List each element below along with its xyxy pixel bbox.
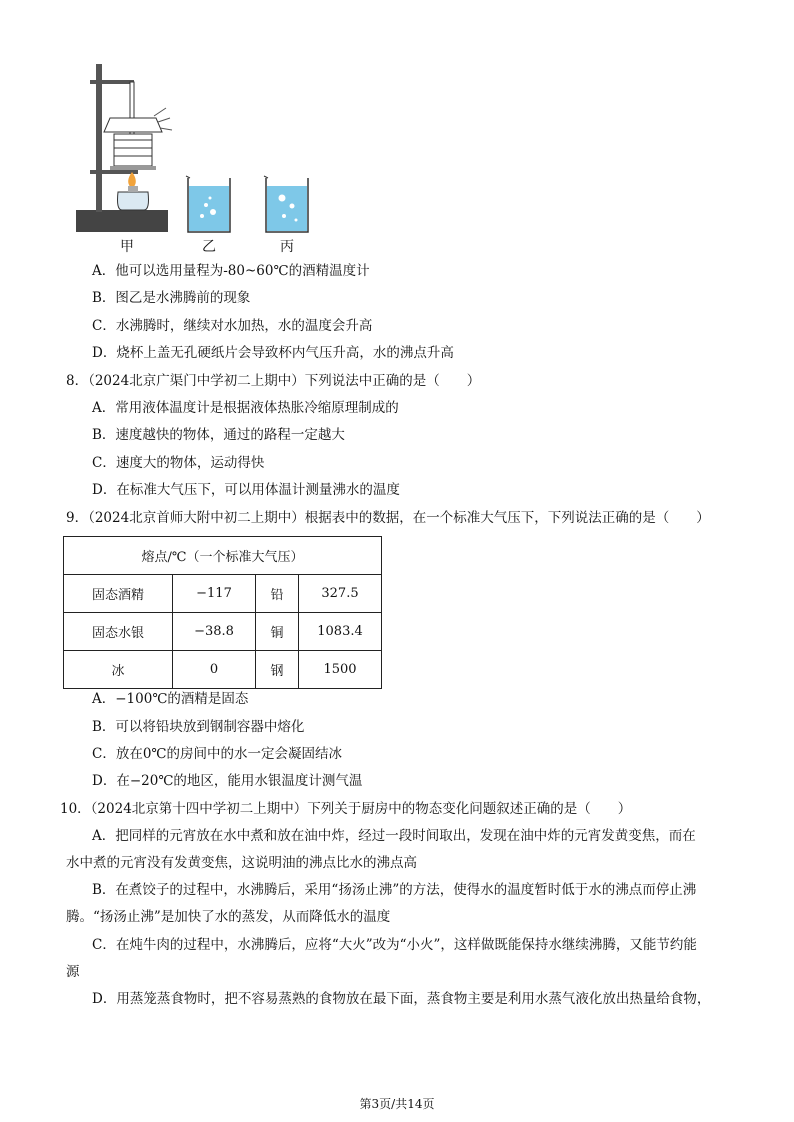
q10-option-c-line2: 源 xyxy=(66,964,80,980)
q9-option-a: A．−100℃的酒精是固态 xyxy=(92,691,249,707)
table-cell: 0 xyxy=(173,651,256,689)
beaker-apparatus xyxy=(114,134,152,166)
table-header-row xyxy=(64,537,382,575)
q10-option-a-line2: 水中煮的元宵没有发黄变焦，这说明油的沸点比水的沸点高 xyxy=(66,855,417,871)
q7-option-c: C．水沸腾时，继续对水加热，水的温度会升高 xyxy=(92,318,373,334)
melting-point-table xyxy=(63,536,382,689)
table-cell: −117 xyxy=(173,575,256,613)
q8-stem: 8．（2024北京广渠门中学初二上期中）下列说法中正确的是（ ） xyxy=(66,373,481,389)
table-cell: 钢 xyxy=(256,651,299,689)
q10-option-b-line1: B．在煮饺子的过程中，水沸腾后，采用“扬汤止沸”的方法，使得水的温度暂时低于水的沸点而停止沸 xyxy=(92,882,697,898)
q7-option-a: A．他可以选用量程为-80~60℃的酒精温度计 xyxy=(92,263,370,279)
q9-stem: 9．（2024北京首师大附中初二上期中）根据表中的数据，在一个标准大气压下，下列说法正确的是（ ） xyxy=(66,510,710,526)
stand-rod xyxy=(96,64,102,212)
figure-label-bing: 丙 xyxy=(280,239,294,255)
table-cell: 冰 xyxy=(64,651,173,689)
q10-option-d-line1: D．用蒸笼蒸食物时，把不容易蒸熟的食物放在最下面，蒸食物主要是利用水蒸气液化放出热量给食物， xyxy=(92,991,711,1007)
table-row xyxy=(64,613,382,651)
q8-option-a: A．常用液体温度计是根据液体热胀冷缩原理制成的 xyxy=(92,400,399,416)
beaker-bing xyxy=(264,176,308,232)
experiment-figure xyxy=(70,60,330,260)
figure-label-yi: 乙 xyxy=(202,239,216,255)
apparatus-illustration xyxy=(70,60,330,260)
q8-option-d: D．在标准大气压下，可以用体温计测量沸水的温度 xyxy=(92,482,400,498)
beaker-yi xyxy=(186,176,230,232)
q9-option-c: C．放在0℃的房间中的水一定会凝固结冰 xyxy=(92,746,343,762)
q10-option-c-line1: C．在炖牛肉的过程中，水沸腾后，应将“大火”改为“小火”，这样做既能保持水继续沸腾，又能节约能 xyxy=(92,937,697,953)
q8-option-c: C．速度大的物体，运动得快 xyxy=(92,455,265,471)
cardboard-lid xyxy=(104,118,162,132)
table-cell: 固态酒精 xyxy=(64,575,173,613)
q8-option-b: B．速度越快的物体，通过的路程一定越大 xyxy=(92,427,345,443)
alcohol-lamp-icon xyxy=(118,192,149,210)
stand-base xyxy=(76,210,168,232)
q9-option-b: B．可以将铅块放到钢制容器中熔化 xyxy=(92,719,305,735)
table-cell: 1083.4 xyxy=(299,613,382,651)
table-cell: 1500 xyxy=(299,651,382,689)
q9-option-d: D．在−20℃的地区，能用水银温度计测气温 xyxy=(92,773,363,789)
table-cell: 铅 xyxy=(256,575,299,613)
table-cell: 327.5 xyxy=(299,575,382,613)
flame-icon xyxy=(128,172,136,188)
table-cell: −38.8 xyxy=(173,613,256,651)
figure-label-jia: 甲 xyxy=(120,239,134,255)
q10-option-b-line2: 腾。“扬汤止沸”是加快了水的蒸发，从而降低水的温度 xyxy=(66,909,391,925)
table-row xyxy=(64,575,382,613)
q10-option-a-line1: A．把同样的元宵放在水中煮和放在油中炸，经过一段时间取出，发现在油中炸的元宵发黄变焦，而在 xyxy=(92,828,696,844)
table-cell: 铜 xyxy=(256,613,299,651)
table-cell: 固态水银 xyxy=(64,613,173,651)
q7-option-d: D．烧杯上盖无孔硬纸片会导致杯内气压升高，水的沸点升高 xyxy=(92,345,454,361)
q10-stem: 10．（2024北京第十四中学初二上期中）下列关于厨房中的物态变化问题叙述正确的是（ ） xyxy=(60,801,632,817)
page-footer: 第3页/共14页 xyxy=(359,1097,435,1111)
table-header: 熔点/℃（一个标准大气压） xyxy=(64,537,382,575)
q7-option-b: B．图乙是水沸腾前的现象 xyxy=(92,290,251,306)
table-row xyxy=(64,651,382,689)
